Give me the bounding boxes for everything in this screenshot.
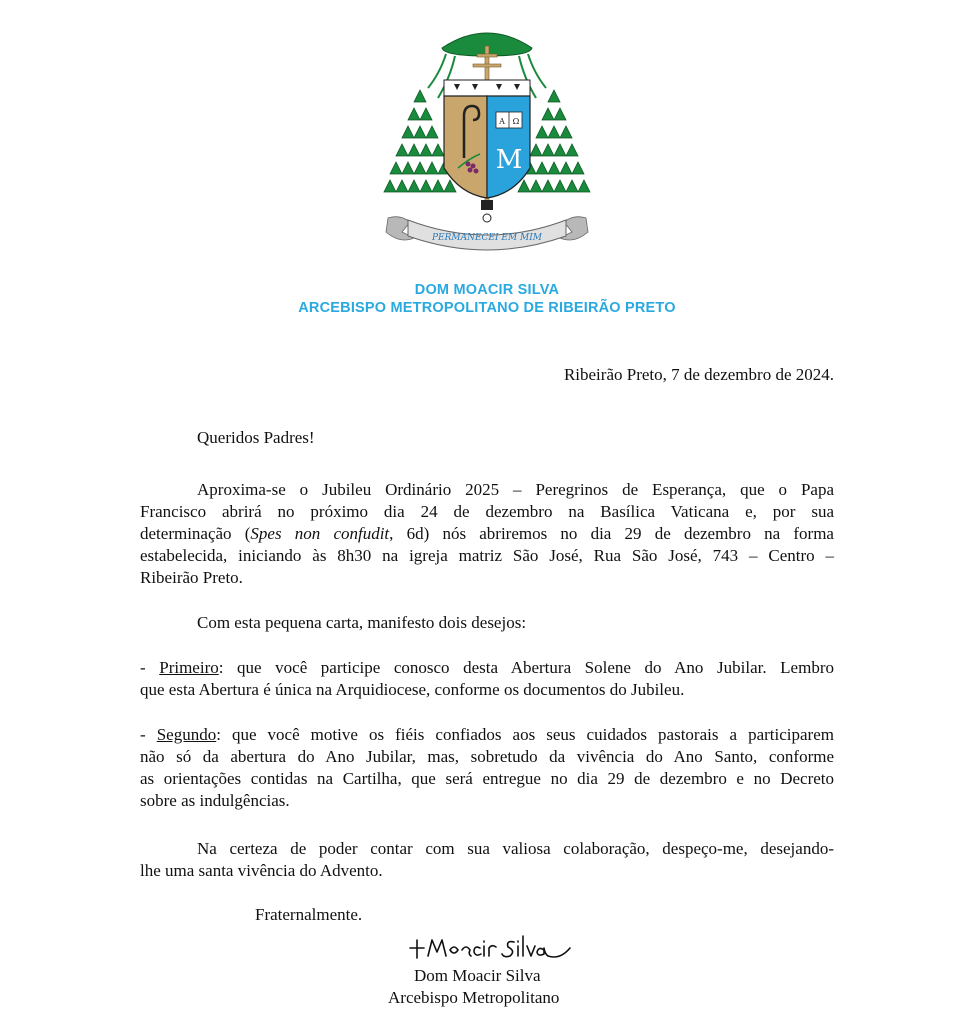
paragraph-farewell — [140, 838, 834, 882]
para1-line: Ribeirão Preto. — [140, 568, 243, 587]
para1-text: , 6d) nós abriremos no dia 29 de dezembro na forma — [389, 524, 834, 543]
para4-text: : que você motive os fiéis confiados aos seus cuidados pastorais a participarem — [216, 725, 834, 744]
para4-line: as orientações contidas na Cartilha, que será entregue no dia 29 de dezembro e no Decreto — [140, 769, 834, 788]
para1-line — [140, 523, 834, 545]
paragraph-first-wish — [140, 657, 834, 701]
para3-text: : que você participe conosco desta Abertura Solene do Ano Jubilar. Lembro — [218, 658, 834, 677]
coat-of-arms-logo — [380, 18, 594, 266]
signer-title: Arcebispo Metropolitano — [388, 988, 560, 1007]
marian-monogram: M — [495, 145, 523, 175]
archbishop-title-heading: ARCEBISPO METROPOLITANO DE RIBEIRÃO PRETO — [298, 300, 676, 316]
dash: - — [140, 725, 157, 744]
para1-line: Francisco abrirá no próximo dia 24 de dezembro na Basílica Vaticana e, por sua — [140, 502, 834, 521]
para1-line: Aproxima-se o Jubileu Ordinário 2025 – Peregrinos de Esperança, que o Papa — [197, 480, 834, 499]
bull-title-italic: Spes non confudit — [250, 524, 390, 543]
paragraph-jubilee — [140, 479, 834, 589]
crest-motto: PERMANECEI EM MIM — [431, 233, 543, 243]
paragraph-second-wish — [140, 724, 834, 812]
second-label: Segundo — [156, 725, 217, 744]
para4-line — [140, 724, 834, 746]
para5-line: Na certeza de poder contar com sua valiosa colaboração, despeço-me, desejando- — [197, 839, 834, 858]
paragraph-wishes-intro: Com esta pequena carta, manifesto dois desejos: — [197, 613, 527, 632]
para4-line: sobre as indulgências. — [140, 791, 290, 810]
salutation: Queridos Padres! — [197, 428, 315, 447]
dash: - — [140, 658, 160, 677]
para1-text: determinação ( — [140, 524, 251, 543]
archbishop-name-heading: DOM MOACIR SILVA — [414, 282, 560, 298]
signer-name: Dom Moacir Silva — [414, 966, 541, 985]
para1-line: estabelecida, iniciando às 8h30 na igreja matriz São José, Rua São José, 743 – Centro – — [140, 546, 834, 565]
book-letter-omega: Ω — [512, 117, 520, 126]
para5-line: lhe uma santa vivência do Advento. — [140, 861, 383, 880]
para3-line: que esta Abertura é única na Arquidiocese, conforme os documentos do Jubileu. — [140, 680, 685, 699]
para3-line — [140, 657, 834, 679]
closing-phrase: Fraternalmente. — [255, 905, 363, 924]
book-letter-alpha: A — [499, 117, 505, 126]
first-label: Primeiro — [159, 658, 219, 677]
para4-line: não só da abertura do Ano Jubilar, mas, sobretudo da vivência do Ano Santo, conforme — [140, 747, 834, 766]
letter-date: Ribeirão Preto, 7 de dezembro de 2024. — [563, 365, 834, 384]
handwritten-signature — [404, 930, 574, 964]
